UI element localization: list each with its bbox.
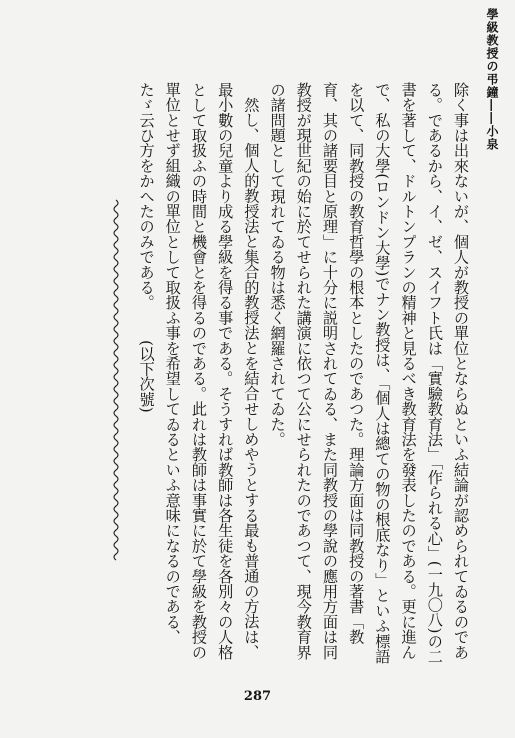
paragraph-text: 然し、個人的教授法と集合的教授法とを結合せしめやうとする最も普通の方法は、最小數の兒童より成る學級を得る事である。そうすれば教師は各生徒を各別々の人格として取扱ふの時間と機會とを得るのである。此れは教師は事實に於て學級を教授の單位とせず組織の單位として取扱ふ事を希望してゐるといふ意味になるのである、たゞ云ひ方をかへたのみである。 bbox=[137, 82, 261, 660]
body-text bbox=[137, 82, 474, 674]
paragraph: 除く事は出來ないが、個人が教授の單位とならぬといふ結論が認められてゐるのである。であるから、イ、ゼ、スイフト氏は「實驗教育法」「作られる心」(一九〇八)の二書を著して、ドルトンプランの精神と見るべき教育法を發表したのである。更に進んで、私の大學(ロンドン大學)でナン教授は、「個人は總ての物の根底なり」といふ標語を以て、同教授の教育哲學の根本としたのであつた。理論方面は同教授の著書「教育、其の諸要目と原理」に十分に説明されてゐる、また同教授の學說の應用方面は同教授が現世紀の始に於てせられた講演に依つて公にせられたのであつて、現今教育界の諸問題として現れてゐる物は悉く網羅されてゐた。 bbox=[268, 82, 470, 664]
wavy-divider-rule bbox=[106, 200, 126, 556]
continuation-note: (以下次號) bbox=[137, 340, 156, 414]
running-head: 學級教授の弔鐘――小泉 bbox=[485, 8, 499, 151]
page-number: 287 bbox=[243, 689, 272, 704]
paragraph bbox=[133, 82, 264, 674]
